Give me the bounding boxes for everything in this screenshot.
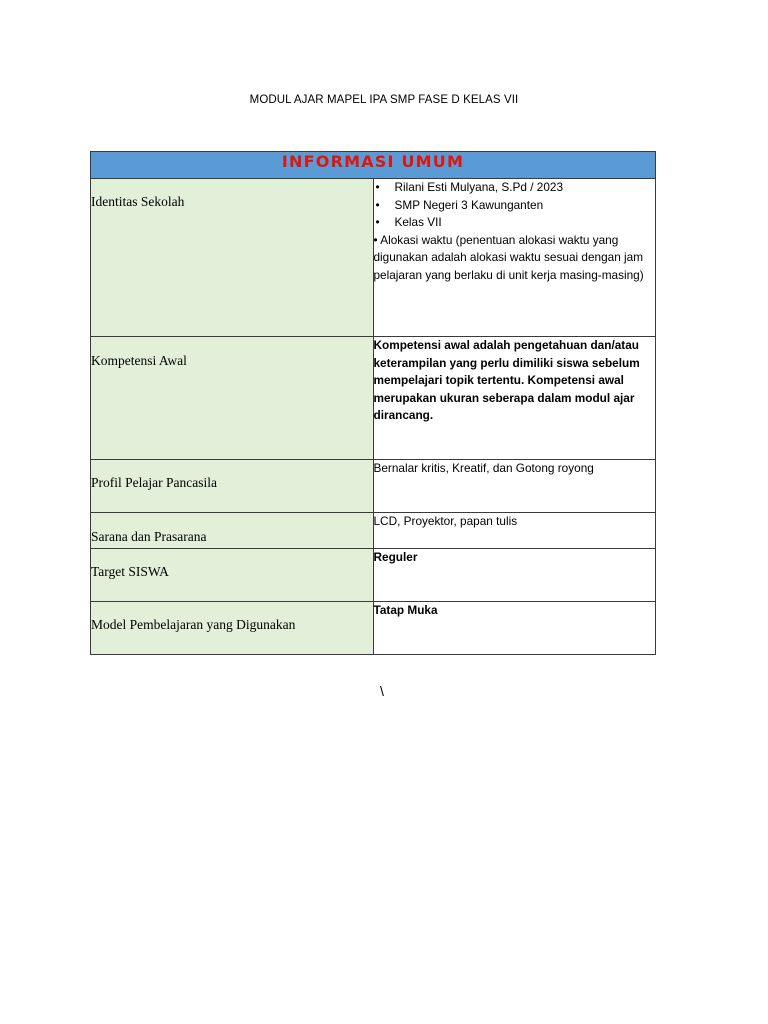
table-header: INFORMASI UMUM xyxy=(91,152,656,179)
row-label-cell xyxy=(91,513,374,549)
table-row-learning-model xyxy=(91,602,656,655)
time-allocation-note: • Alokasi waktu (penentuan alokasi waktu yang digunakan adalah alokasi waktu sesuai dengan jam pelajaran yang berlaku di unit kerja masing-masing) xyxy=(373,232,644,282)
table-header-row xyxy=(91,152,656,179)
row-value-cell xyxy=(373,179,656,337)
list-item: • Kelas VII xyxy=(374,214,656,232)
row-value-cell: LCD, Proyektor, papan tulis xyxy=(373,513,656,549)
row-value-cell: Reguler xyxy=(373,549,656,602)
row-label-cell xyxy=(91,602,374,655)
row-label: Model Pembelajaran yang Digunakan xyxy=(91,617,296,632)
list-item: • Rilani Esti Mulyana, S.Pd / 2023 xyxy=(374,179,656,197)
row-label-cell xyxy=(91,460,374,513)
row-label-cell xyxy=(91,337,374,460)
row-value-cell: Tatap Muka xyxy=(373,602,656,655)
row-value-cell: Bernalar kritis, Kreatif, dan Gotong royong xyxy=(373,460,656,513)
row-label: Profil Pelajar Pancasila xyxy=(91,475,217,490)
stray-backslash: \ xyxy=(380,683,384,699)
row-label-cell xyxy=(91,179,374,337)
general-information-table xyxy=(90,151,656,655)
row-label: Identitas Sekolah xyxy=(91,194,185,209)
row-label-cell xyxy=(91,549,374,602)
row-label: Kompetensi Awal xyxy=(91,353,187,368)
table-row-initial-competence xyxy=(91,337,656,460)
table-row-facilities xyxy=(91,513,656,549)
table-row-school-identity xyxy=(91,179,656,337)
table-row-pancasila-profile xyxy=(91,460,656,513)
row-value-cell: Kompetensi awal adalah pengetahuan dan/atau keterampilan yang perlu dimiliki siswa sebelum mempelajari topik tertentu. Kompetensi awal merupakan ukuran seberapa dalam modul ajar dirancang. xyxy=(373,337,656,460)
list-item: • SMP Negeri 3 Kawunganten xyxy=(374,197,656,215)
row-label: Target SISWA xyxy=(91,564,169,579)
row-label: Sarana dan Prasarana xyxy=(91,529,207,544)
document-title: MODUL AJAR MAPEL IPA SMP FASE D KELAS VII xyxy=(249,94,519,106)
table-row-student-target xyxy=(91,549,656,602)
identity-bullet-list xyxy=(374,179,656,232)
